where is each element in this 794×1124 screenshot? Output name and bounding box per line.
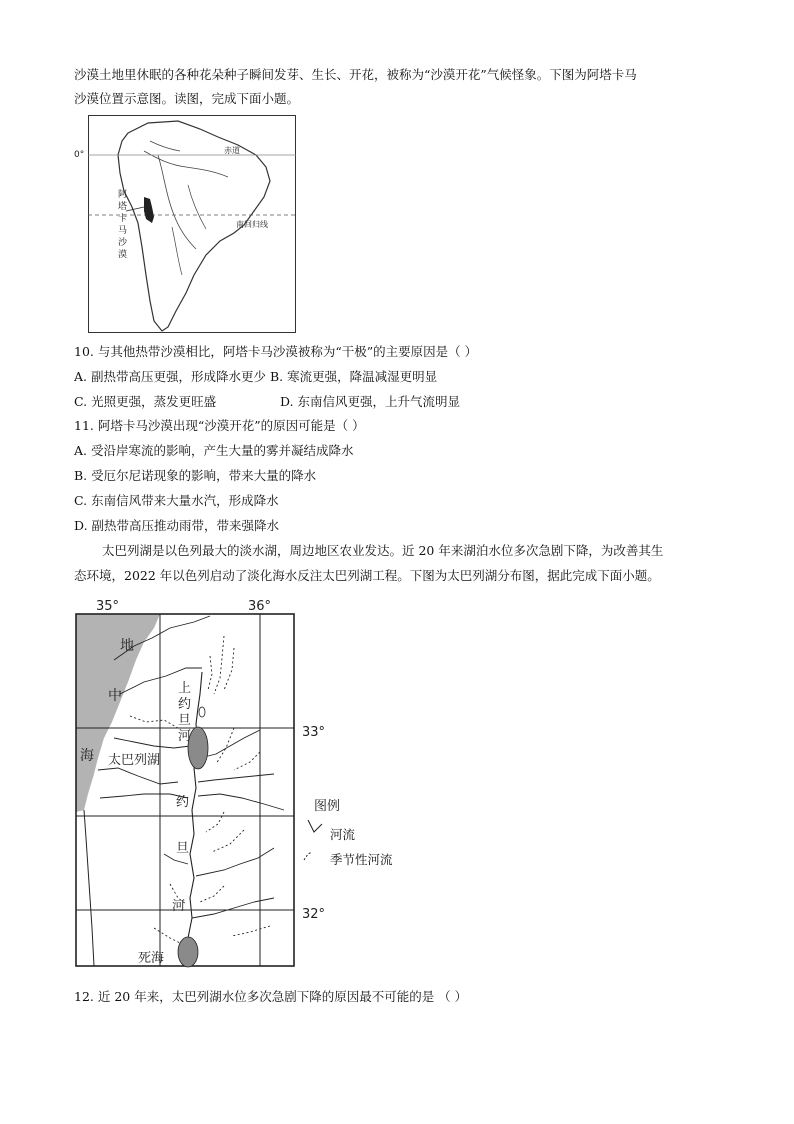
svg-text:约: 约 <box>178 697 192 712</box>
equator-label: 赤道 <box>224 146 240 155</box>
svg-text:马: 马 <box>118 226 128 236</box>
q11-option-d: D. 副热带高压推动雨带，带来强降水 <box>74 518 280 533</box>
svg-text:上: 上 <box>178 681 192 696</box>
dead-sea-label: 死海 <box>138 951 165 966</box>
svg-text:塔: 塔 <box>118 202 128 212</box>
svg-text:漠: 漠 <box>118 250 128 260</box>
legend-seasonal-text: 季节性河流 <box>330 852 393 867</box>
tiberias-distribution-map <box>74 598 344 970</box>
intro2-line-2: 态环境，2022 年以色列启动了淡化海水反注太巴列湖工程。下图为太巴列湖分布图，据此完成下面小题。 <box>74 568 660 583</box>
lat-32-label: 32° <box>302 907 326 922</box>
svg-text:河: 河 <box>172 899 186 914</box>
svg-text:沙: 沙 <box>118 238 128 248</box>
svg-text:地: 地 <box>120 638 134 654</box>
q11-option-c: C. 东南信风带来大量水汽，形成降水 <box>74 493 279 508</box>
svg-text:旦: 旦 <box>178 713 192 728</box>
jordan-label <box>172 795 189 914</box>
q10-stem: 10. 与其他热带沙漠相比，阿塔卡马沙漠被称为“干极”的主要原因是（ ） <box>74 344 478 359</box>
q10-option-c: C. 光照更强，蒸发更旺盛 <box>74 394 217 409</box>
legend-river-text: 河流 <box>330 827 356 842</box>
svg-text:海: 海 <box>80 748 94 764</box>
tiberias-label: 太巴列湖 <box>108 753 161 768</box>
svg-text:阿: 阿 <box>118 190 128 200</box>
q12-stem: 12. 近 20 年来，太巴列湖水位多次急剧下降的原因最不可能的是 （ ） <box>74 989 468 1004</box>
dead-sea-shape <box>178 937 198 967</box>
lat-zero-label: 0° <box>74 150 85 160</box>
q10-option-d: D. 东南信风更强，上升气流明显 <box>280 394 461 409</box>
atacama-location-map <box>74 115 296 333</box>
intro2-line-1: 太巴列湖是以色列最大的淡水湖，周边地区农业发达。近 20 年来湖泊水位多次急剧下降，为改善其生 <box>102 543 664 558</box>
q10-option-ab: A. 副热带高压更强，形成降水更少 B. 寒流更强，降温减湿更明显 <box>74 369 438 384</box>
lon-36-label: 36° <box>248 599 272 614</box>
intro-line-1: 沙漠土地里休眠的各种花朵种子瞬间发芽、生长、开花，被称为“沙漠开花”气候怪象。下图为阿塔卡马 <box>74 67 637 82</box>
q11-option-a: A. 受沿岸寒流的影响，产生大量的雾并凝结成降水 <box>74 443 354 458</box>
mediterranean-sea <box>76 614 160 812</box>
q11-option-b: B. 受厄尔尼诺现象的影响，带来大量的降水 <box>74 468 317 483</box>
upper-jordan-label <box>178 681 191 744</box>
svg-text:河: 河 <box>178 729 192 744</box>
svg-text:中: 中 <box>108 688 122 704</box>
svg-text:旦: 旦 <box>176 841 190 856</box>
q11-stem: 11. 阿塔卡马沙漠出现“沙漠开花”的原因可能是（ ） <box>74 418 365 433</box>
lat-33-label: 33° <box>302 725 326 740</box>
intro-line-2: 沙漠位置示意图。读图，完成下面小题。 <box>74 91 300 106</box>
svg-text:卡: 卡 <box>118 214 128 224</box>
lon-35-label: 35° <box>96 599 120 614</box>
tropic-label: 南回归线 <box>236 220 268 229</box>
svg-text:约: 约 <box>176 795 190 810</box>
legend-title: 图例 <box>314 799 341 814</box>
